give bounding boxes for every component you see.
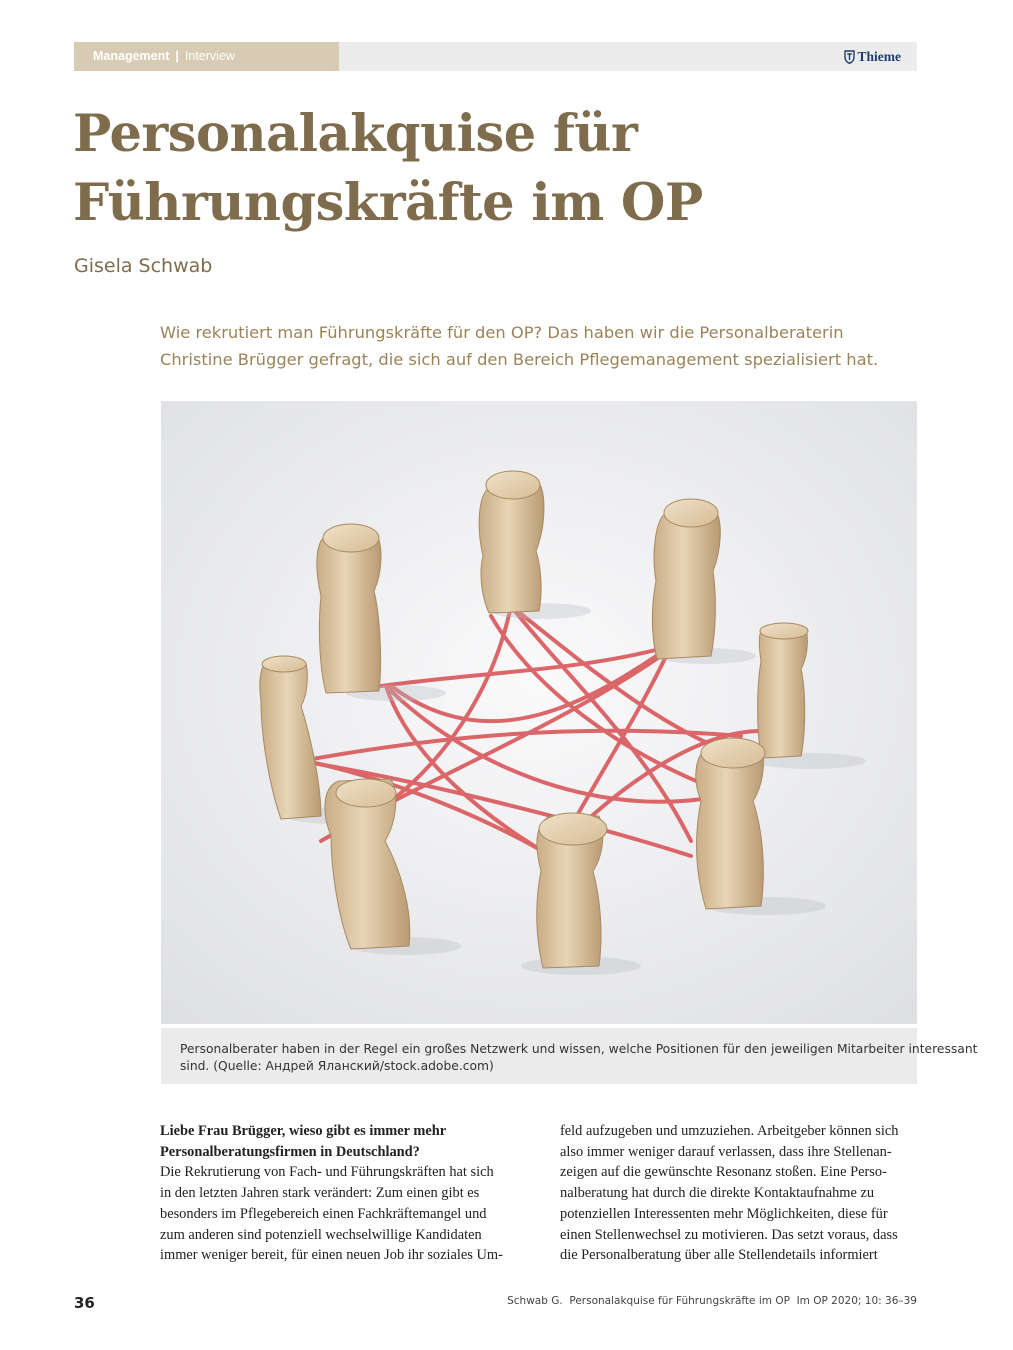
body-line: nalberatung hat durch die direkte Kontaktaufnahme zu: [560, 1185, 875, 1202]
title-line-1: Personalakquise für: [73, 104, 638, 164]
figure-caption: [161, 1028, 978, 1084]
caption-line-2: sind. (Quelle: Андрей Яланский/stock.adobe.com): [180, 1059, 494, 1073]
body-line: zeigen auf die gewünschte Resonanz stoßen. Eine Perso-: [560, 1164, 887, 1181]
section-tag: [74, 42, 339, 71]
publisher-name: Thieme: [857, 49, 901, 64]
body-line: in den letzten Jahren stark verändert: Zum einen gibt es: [160, 1185, 480, 1202]
body-line: zum anderen sind potenziell wechselwillige Kandidaten: [160, 1226, 482, 1243]
lead-line-1: Wie rekrutiert man Führungskräfte für den OP? Das haben wir die Personalberaterin: [160, 323, 844, 342]
section-label: Management: [93, 49, 170, 63]
network-figures-illustration: [161, 401, 917, 1024]
citation: Schwab G. Personalakquise für Führungskräfte im OP Im OP 2020; 10: 36–39: [507, 1295, 917, 1307]
article-title: [73, 100, 933, 238]
question-line-2: Personalberatungsfirmen in Deutschland?: [160, 1143, 420, 1160]
body-column-right: [560, 1121, 920, 1266]
body-line: potenziellen Interessenten mehr Möglichkeiten, diese für: [560, 1205, 888, 1222]
publisher-logo: [844, 42, 902, 71]
body-line: die Personalberatung über alle Stellendetails informiert: [560, 1247, 878, 1264]
lead-line-2: Christine Brügger gefragt, die sich auf den Bereich Pflegemanagement spezialisiert hat.: [160, 350, 879, 369]
body-line: feld aufzugeben und umzuziehen. Arbeitgeber können sich: [560, 1123, 899, 1139]
body-column-left: [160, 1121, 520, 1266]
page-number: 36: [74, 1294, 95, 1312]
author-name: Gisela Schwab: [74, 255, 213, 277]
header-bar: [74, 42, 917, 71]
title-line-2: Führungskräfte im OP: [73, 173, 703, 233]
body-line: Die Rekrutierung von Fach- und Führungskräften hat sich: [160, 1164, 494, 1181]
subsection-label: Interview: [184, 49, 235, 63]
lead-paragraph: [160, 319, 920, 373]
thieme-logo-icon: [844, 50, 855, 64]
body-line: besonders im Pflegebereich einen Fachkräftemangel und: [160, 1205, 487, 1222]
body-line: einen Stellenwechsel zu motivieren. Das setzt voraus, dass: [560, 1226, 898, 1243]
article-figure: [161, 401, 917, 1024]
body-line: also immer weniger darauf verlassen, dass ihre Stellenan-: [560, 1143, 892, 1160]
question-line-1: Liebe Frau Brügger, wieso gibt es immer mehr: [160, 1123, 447, 1139]
interview-question: [160, 1121, 520, 1162]
caption-line-1: Personalberater haben in der Regel ein großes Netzwerk und wissen, welche Positionen für den jeweiligen Mitarbeiter interessant: [180, 1042, 978, 1056]
body-line: immer weniger bereit, für einen neuen Job ihr soziales Um-: [160, 1247, 503, 1264]
section-separator: |: [175, 49, 179, 63]
